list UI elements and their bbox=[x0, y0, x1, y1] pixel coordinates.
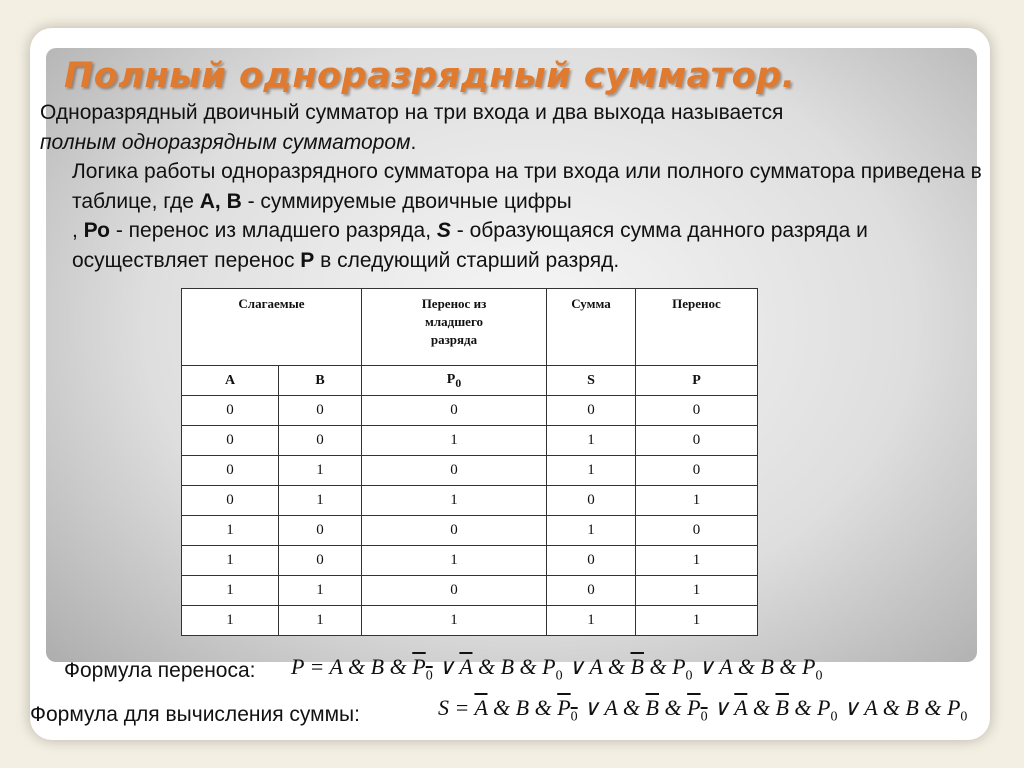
term-full-adder: полным одноразрядным сумматором bbox=[40, 130, 411, 154]
carry-formula: P = A & B & $P_0$ ∨ $\overline{A}$ & B & $P_0$ ∨ A & $\overline{B}$ & $P_0$ ∨ A & B & $P_0$ bbox=[291, 654, 823, 684]
truth-table bbox=[181, 288, 758, 636]
table-row: 1 1 0 0 1 bbox=[182, 576, 758, 606]
table-row: 0 1 1 0 1 bbox=[182, 486, 758, 516]
table-row: 0 1 0 1 0 bbox=[182, 456, 758, 486]
subheader-p0: $P_0$ bbox=[362, 366, 547, 396]
header-sum: Сумма bbox=[547, 289, 636, 366]
slide-body bbox=[40, 98, 990, 275]
subheader-p: P bbox=[636, 366, 758, 396]
table-header-row bbox=[182, 289, 758, 366]
table-row: 1 0 1 0 1 bbox=[182, 546, 758, 576]
subheader-s: S bbox=[547, 366, 636, 396]
paragraph-definition: Одноразрядный двоичный сумматор на три входа и два выхода называется полным одноразрядным сумматором. bbox=[40, 101, 784, 154]
sum-formula: $S = \overline{A}$ & B & $P_0$ ∨ A & $\overline{B}$ & $P_0$ ∨ $\overline{A}$ & $\overline{B}$ & $P_0$ ∨ A & B & $P_0$ bbox=[438, 695, 968, 725]
header-carry: Перенос bbox=[636, 289, 758, 366]
table-row: 1 0 0 1 0 bbox=[182, 516, 758, 546]
table-row: 0 0 1 1 0 bbox=[182, 426, 758, 456]
carry-formula-label: Формула переноса: bbox=[64, 659, 256, 682]
table-subheader-row bbox=[182, 366, 758, 396]
header-addends: Слагаемые bbox=[182, 289, 362, 366]
subheader-b: В bbox=[279, 366, 362, 396]
slide-title: Полный одноразрядный сумматор. bbox=[64, 56, 796, 96]
subheader-a: А bbox=[182, 366, 279, 396]
table-row: 1 1 1 1 1 bbox=[182, 606, 758, 636]
header-carry-in: Перенос из младшего разряда bbox=[362, 289, 547, 366]
table-row: 0 0 0 0 0 bbox=[182, 396, 758, 426]
sum-formula-label: Формула для вычисления суммы: bbox=[30, 703, 360, 726]
paragraph-logic: Логика работы одноразрядного сумматора на три входа или полного сумматора приведена в таблице, где А, В - суммируемые двоичные цифры , Ро - перенос из младшего разряда, S - образующаяся сумма данного разряда и осуществляет перенос Р в следующий старший разряд. bbox=[72, 160, 982, 272]
